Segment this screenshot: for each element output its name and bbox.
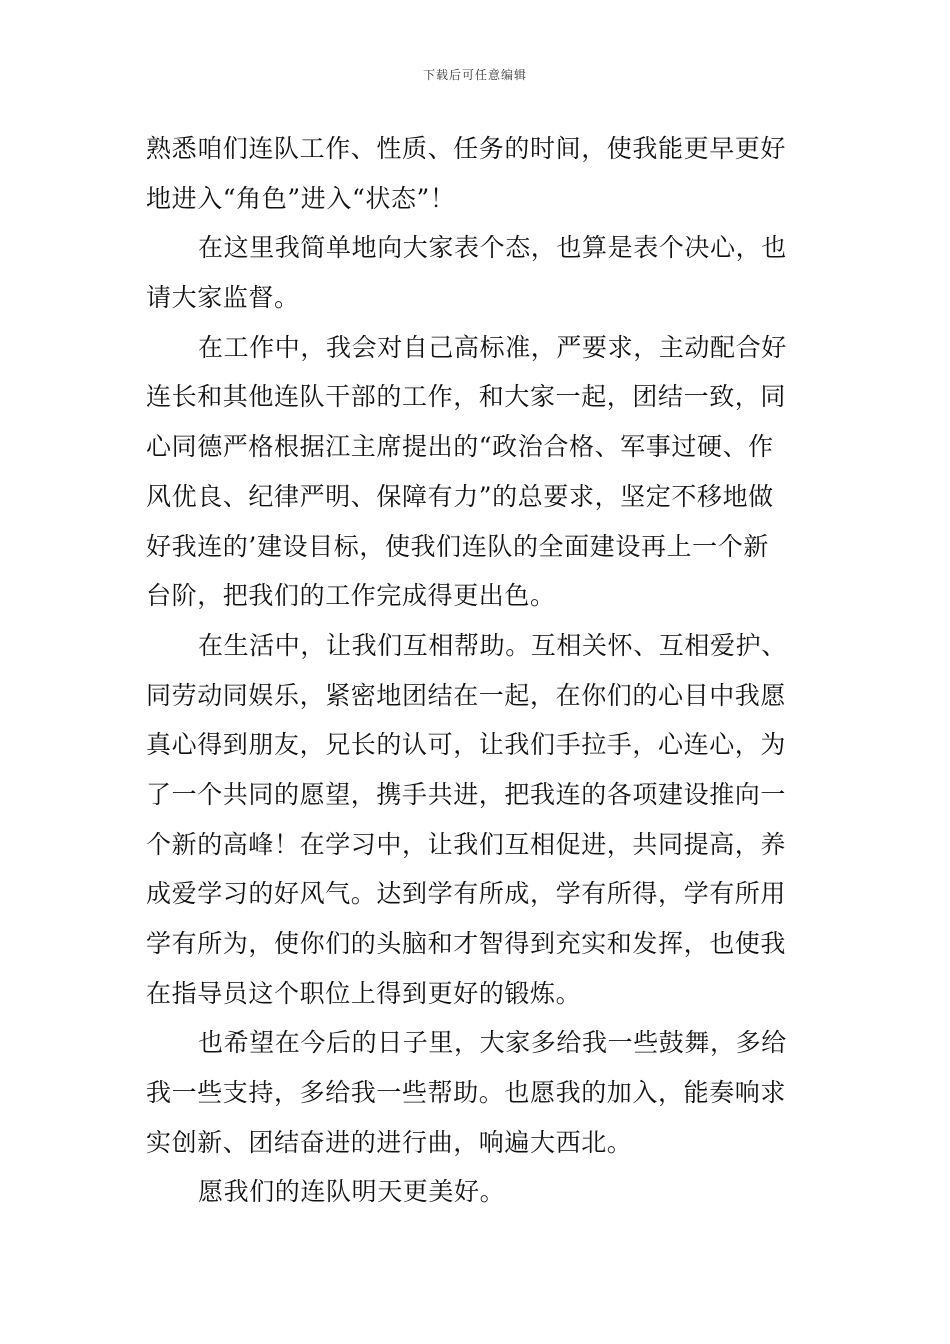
text-line: 熟悉咱们连队工作、性质、任务的时间，使我能更早更好: [146, 134, 787, 163]
text-line: 地进入“角色”进入“状态”！: [146, 183, 456, 213]
paragraph-start-line: 也希望在今后的日子里，大家多给我一些鼓舞，多给: [198, 1028, 787, 1058]
editable-notice: 下载后可任意编辑: [422, 68, 527, 82]
paragraph-start-line: 在生活中，让我们互相帮助。互相关怀、互相爱护、: [198, 630, 787, 660]
document-body: [146, 124, 808, 1217]
text-line: 我一些支持，多给我一些帮助。也愿我的加入，能奏响求: [146, 1078, 787, 1108]
text-line: 成爱学习的好风气。达到学有所成，学有所得，学有所用: [146, 879, 787, 909]
text-line: 台阶，把我们的工作完成得更出色。: [146, 581, 556, 611]
text-line: 请大家监督。: [146, 283, 300, 313]
text-line: 同劳动同娱乐，紧密地团结在一起，在你们的心目中我愿: [146, 680, 787, 710]
text-line: 心同德严格根据江主席提出的“政治合格、军事过硬、作: [146, 432, 774, 462]
text-line: 好我连的’建设目标，使我们连队的全面建设再上一个新: [146, 531, 769, 561]
text-line: 实创新、团结奋进的进行曲，响遍大西北。: [146, 1127, 633, 1157]
text-line: 学有所为，使你们的头脑和才智得到充实和发挥，也使我: [146, 929, 787, 958]
paragraph-start-line: 在工作中，我会对自己高标准，严要求，主动配合好: [198, 332, 787, 362]
text-line: 连长和其他连队干部的工作，和大家一起，团结一致，同: [146, 382, 787, 412]
paragraph-start-line: 在这里我简单地向大家表个态，也算是表个决心，也: [198, 233, 787, 263]
text-line: 个新的高峰！在学习中，让我们互相促进，共同提高，养: [146, 829, 787, 859]
text-line: 风优良、纪律严明、保障有力”的总要求，坚定不移地做: [146, 481, 774, 511]
text-line: 了一个共同的愿望，携手共进，把我连的各项建设推向一: [146, 779, 787, 809]
text-line: 在指导员这个职位上得到更好的锻炼。: [146, 978, 582, 1008]
text-line: 真心得到朋友，兄长的认可，让我们手拉手，心连心，为: [146, 730, 787, 760]
paragraph-start-line: 愿我们的连队明天更美好。: [198, 1177, 506, 1207]
